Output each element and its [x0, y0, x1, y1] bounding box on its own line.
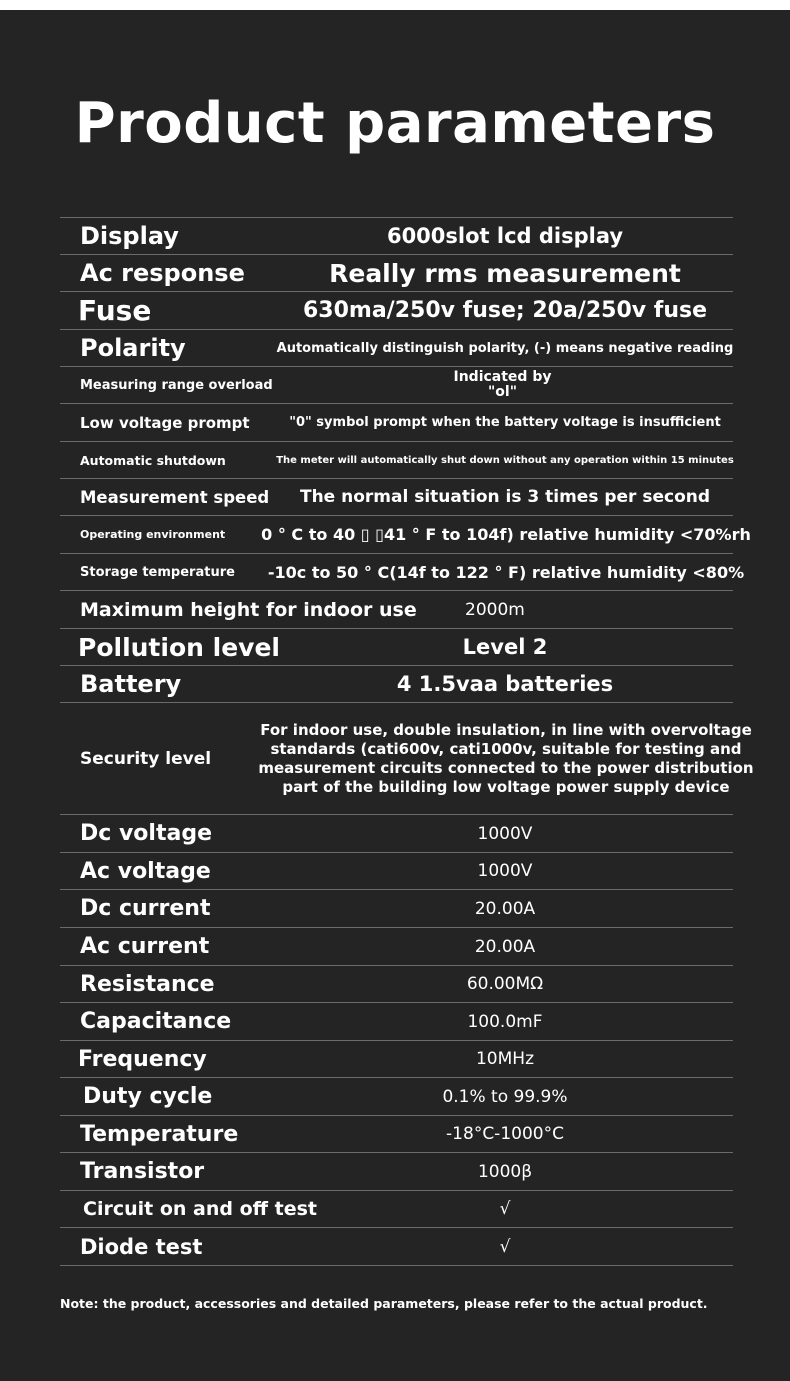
- param-value: 100.0mF: [467, 1011, 543, 1032]
- param-value: -10c to 50 ° C(14f to 122 ° F) relative humidity <80%: [267, 562, 745, 582]
- table-row: [60, 1041, 733, 1078]
- disclaimer-note: Note: the product, accessories and detailed parameters, please refer to the actual product.: [60, 1296, 708, 1311]
- param-label: Ac voltage: [80, 858, 211, 884]
- param-value: The normal situation is 3 times per second: [299, 487, 711, 507]
- table-row: [60, 1116, 733, 1153]
- param-label: Maximum height for indoor use: [80, 598, 417, 621]
- table-row: [60, 703, 754, 815]
- param-label: Circuit on and off test: [83, 1198, 318, 1220]
- param-value: -18°C-1000°C: [446, 1124, 564, 1144]
- table-row: [60, 1191, 733, 1228]
- param-label: Display: [80, 222, 179, 250]
- param-value: 1000β: [477, 1161, 533, 1182]
- param-value: For indoor use, double insulation, in line with overvoltage standards (cati600v, cati1000v, suitable for testing and measurement circuits connected to the power distribution part of the building low voltage power supply device: [258, 720, 754, 796]
- table-row: [60, 629, 733, 666]
- param-label: Battery: [80, 670, 182, 698]
- param-label: Storage temperature: [80, 564, 235, 580]
- table-row: [60, 255, 733, 292]
- table-row: [60, 442, 733, 479]
- table-row: [60, 890, 733, 928]
- param-value: √: [499, 1199, 511, 1219]
- parameters-table: [60, 217, 754, 1266]
- param-label: Fuse: [78, 294, 152, 327]
- table-row: [60, 853, 733, 890]
- table-row: [60, 292, 733, 330]
- param-value-line1: Indicated by: [453, 369, 552, 385]
- param-value: 4 1.5vaa batteries: [396, 672, 614, 696]
- param-value: 2000m: [465, 599, 525, 620]
- param-value: 20.00A: [474, 898, 536, 919]
- param-label: Low voltage prompt: [80, 413, 250, 432]
- param-label: Ac response: [80, 259, 245, 287]
- table-row: [60, 217, 733, 255]
- param-label: Dc voltage: [80, 821, 212, 846]
- param-value: Automatically distinguish polarity, (-) means negative reading: [276, 340, 734, 356]
- table-row: [60, 966, 733, 1003]
- table-row: [60, 1228, 733, 1266]
- param-value: 20.00A: [474, 936, 536, 957]
- table-row: [60, 330, 733, 367]
- param-value: 630ma/250v fuse; 20a/250v fuse: [302, 298, 708, 323]
- param-label: Duty cycle: [83, 1084, 213, 1109]
- param-value: 1000V: [477, 823, 533, 844]
- param-value: 0.1% to 99.9%: [442, 1086, 568, 1107]
- param-label: Measurement speed: [80, 487, 270, 507]
- param-label: Operating environment: [80, 528, 226, 541]
- param-value: The meter will automatically shut down without any operation within 15 minutes: [276, 454, 734, 466]
- table-row: [60, 591, 733, 629]
- table-row: [60, 666, 733, 703]
- background-panel: [0, 10, 790, 1381]
- page-title: Product parameters: [74, 91, 716, 156]
- table-row: [60, 928, 733, 966]
- param-value-line2: "ol": [487, 384, 517, 400]
- param-value: [420, 367, 585, 403]
- param-label: Diode test: [80, 1234, 203, 1259]
- param-value: Level 2: [462, 635, 548, 659]
- param-value: "0" symbol prompt when the battery voltage is insufficient: [289, 415, 721, 430]
- param-label: Transistor: [80, 1159, 205, 1184]
- param-label: Frequency: [78, 1046, 207, 1072]
- table-row: [60, 516, 751, 554]
- param-value: 60.00MΩ: [466, 974, 544, 994]
- param-label: Temperature: [80, 1121, 239, 1147]
- param-label: Resistance: [80, 971, 215, 997]
- param-label: Automatic shutdown: [80, 452, 226, 468]
- param-label: Pollution level: [78, 632, 280, 662]
- param-value: 1000V: [477, 861, 533, 881]
- param-label: Measuring range overload: [80, 377, 273, 393]
- param-label: Security level: [80, 748, 212, 769]
- param-label: Polarity: [80, 334, 186, 362]
- table-row: [60, 404, 733, 442]
- param-value: 6000slot lcd display: [386, 224, 624, 248]
- table-row: [60, 1003, 733, 1041]
- table-row: [60, 554, 745, 591]
- table-row: [60, 367, 733, 404]
- table-row: [60, 1153, 733, 1191]
- param-value: 0 ° C to 40 ▯ ▯41 ° F to 104f) relative humidity <70%rh: [261, 525, 751, 544]
- param-label: Capacitance: [80, 1009, 232, 1034]
- param-label: Dc current: [80, 896, 211, 921]
- table-row: [60, 815, 733, 853]
- param-label: Ac current: [80, 934, 210, 959]
- table-row: [60, 479, 733, 516]
- table-row: [60, 1078, 733, 1116]
- param-value: 10MHz: [475, 1049, 534, 1069]
- param-value: √: [499, 1236, 511, 1257]
- param-value: Really rms measurement: [329, 258, 681, 288]
